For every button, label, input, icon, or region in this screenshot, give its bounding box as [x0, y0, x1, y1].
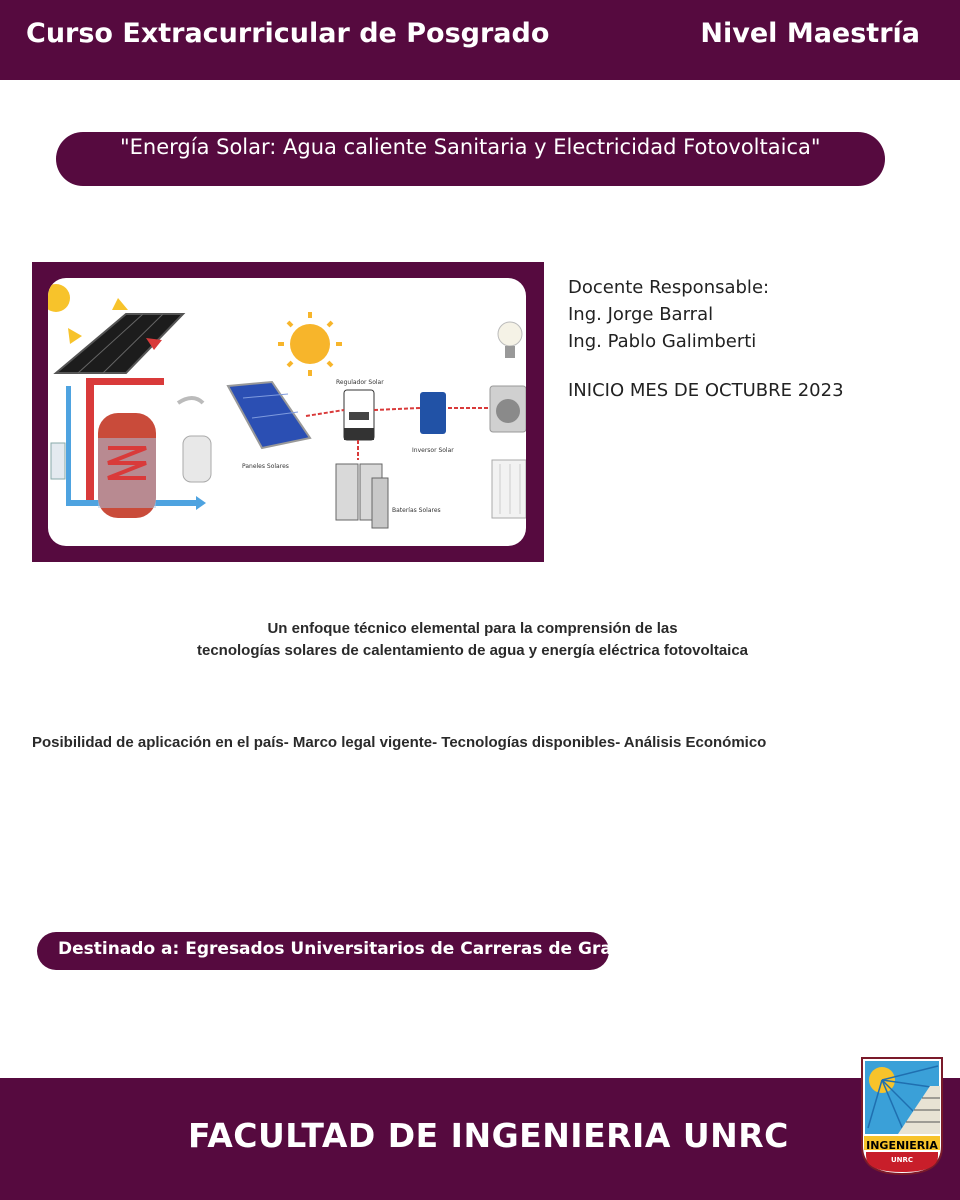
battery-icon [336, 464, 358, 520]
solar-system-diagram [48, 278, 526, 546]
svg-text:Baterías Solares: Baterías Solares [392, 507, 441, 514]
description-line: tecnologías solares de calentamiento de agua y energía eléctrica fotovoltaica [196, 642, 749, 659]
electric-heater-icon [183, 436, 211, 482]
bulb-icon [498, 322, 522, 346]
pv-sun-icon [278, 312, 342, 376]
teacher-name: Ing. Jorge Barral [568, 304, 714, 325]
teachers-block [568, 274, 769, 355]
teachers-heading: Docente Responsable: [568, 277, 770, 298]
course-type: Curso Extracurricular de Posgrado [26, 18, 550, 49]
controller-icon [51, 443, 65, 479]
sun-icon [48, 284, 70, 312]
start-date: INICIO MES DE OCTUBRE 2023 [568, 380, 844, 401]
audience-banner [37, 932, 636, 970]
solar-illustration [48, 278, 526, 546]
solar-illustration-frame [32, 262, 544, 562]
faculty-name: FACULTAD DE INGENIERIA UNRC [188, 1116, 789, 1155]
radiator-icon [492, 460, 526, 518]
svg-text:Regulador Solar: Regulador Solar [336, 379, 384, 386]
thermal-collector-icon [56, 314, 183, 373]
footer-bar [0, 1078, 960, 1200]
course-description [120, 618, 825, 662]
course-title-banner [56, 132, 885, 186]
logo-subtext: UNRC [890, 1156, 914, 1164]
inverter-icon [420, 392, 446, 434]
header-bar [0, 0, 960, 80]
course-title: "Energía Solar: Agua caliente Sanitaria y Electricidad Fotovoltaica" [120, 135, 821, 159]
audience-text: Destinado a: Egresados Universitarios de Carreras de Grado [58, 939, 636, 959]
teacher-name: Ing. Pablo Galimberti [568, 331, 757, 352]
course-level: Nivel Maestría [700, 18, 920, 49]
svg-text:Paneles Solares: Paneles Solares [242, 463, 289, 470]
course-topics: Posibilidad de aplicación en el país- Marco legal vigente- Tecnologías disponibles- Análisis Económico [32, 734, 767, 751]
description-line: Un enfoque técnico elemental para la comprensión de las [267, 620, 678, 637]
faculty-logo [860, 1056, 944, 1176]
logo-text: INGENIERIA [866, 1139, 938, 1152]
pv-panel-icon [228, 382, 310, 448]
svg-text:Inversor Solar: Inversor Solar [412, 447, 454, 454]
